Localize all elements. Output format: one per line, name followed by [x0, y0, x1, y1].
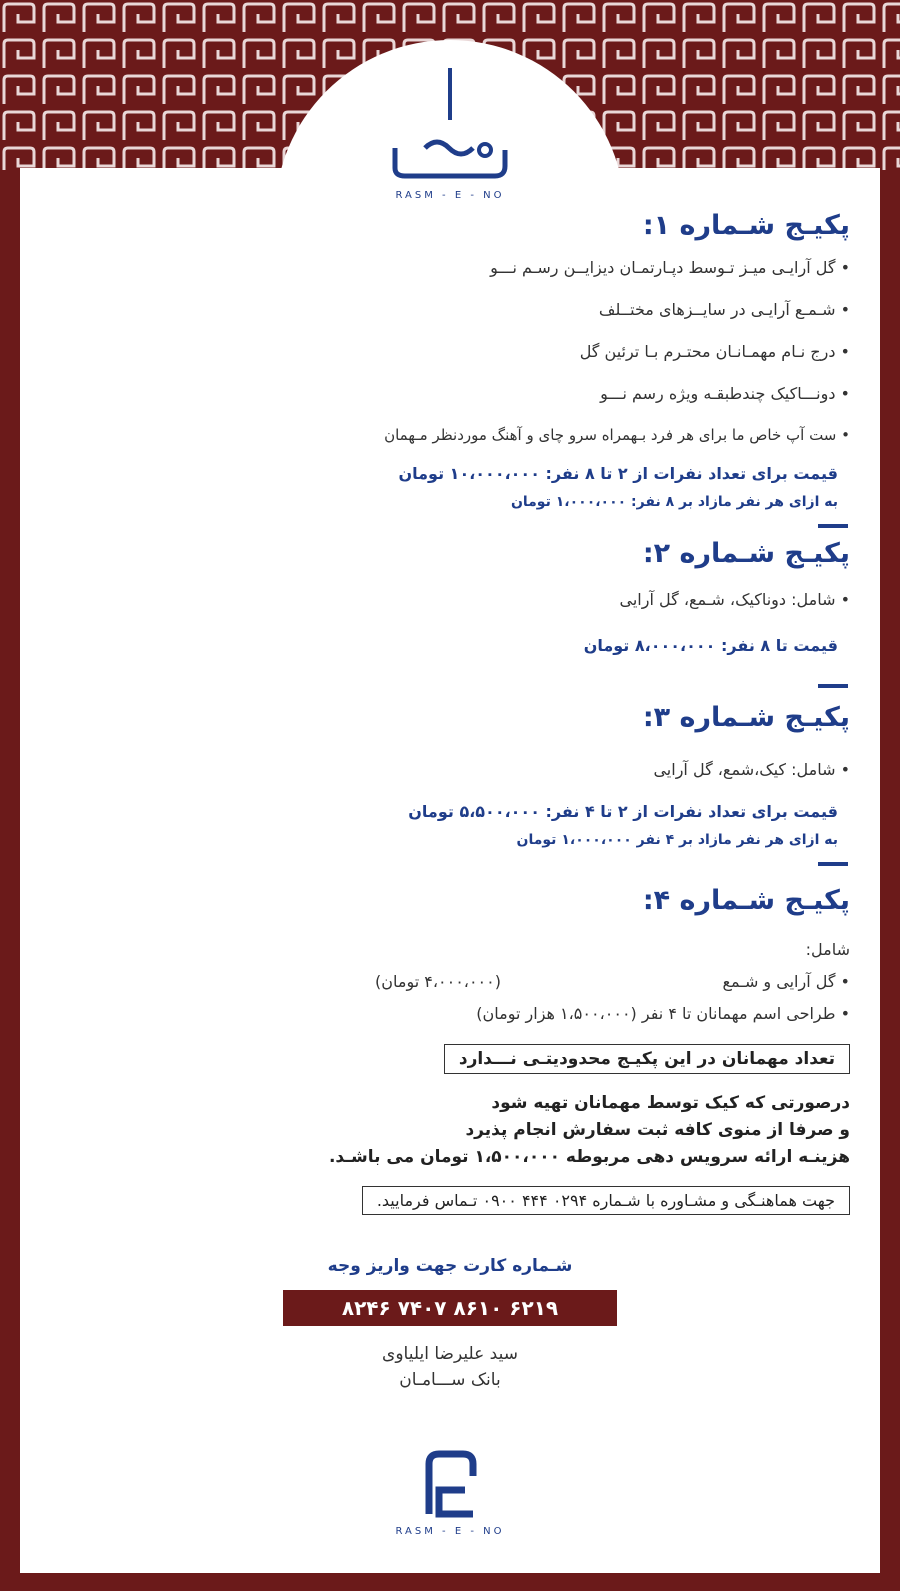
p2-price: قیمت تا ۸ نفر: ۸،۰۰۰،۰۰۰ تومان — [583, 636, 838, 655]
package-1-title: پکیـج شـماره ۱: — [642, 210, 850, 241]
p1-item-2: • شـمـع آرایـی در سایــزهای مختــلف — [598, 300, 850, 319]
p1-item-1: • گل آرایـی میـز تـوسط دپـارتمـان دیزایــن رسـم نـــو — [490, 258, 850, 277]
p3-extra-price: به ازای هر نفر مازاد بر ۴ نفر ۱،۰۰۰،۰۰۰ تومان — [516, 832, 838, 848]
p4-item-2: • طراحی اسم مهمانان تا ۴ نفر (۱،۵۰۰،۰۰۰ هزار تومان) — [476, 1004, 850, 1023]
brand-mark-logo — [423, 1448, 479, 1518]
p1-price: قیمت برای تعداد نفرات از ۲ تا ۸ نفر: ۱۰،۰۰۰،۰۰۰ تومان — [398, 464, 838, 483]
divider — [818, 684, 848, 688]
p2-item-1: • شامل: دوناکیک، شـمع، گل آرایی — [619, 590, 850, 609]
p3-price: قیمت برای تعداد نفرات از ۲ تا ۴ نفر: ۵،۵۰۰،۰۰۰ تومان — [408, 802, 838, 821]
p4-item-1-price: (۴،۰۰۰،۰۰۰ تومان) — [375, 972, 501, 991]
logo-subtitle: RASM - E - NO — [395, 190, 505, 201]
package-2-title: پکیـج شـماره ۲: — [642, 538, 850, 569]
p3-item-1: • شامل: کیک،شمع، گل آرایی — [653, 760, 850, 779]
card-number: ۶۲۱۹ ۸۶۱۰ ۷۴۰۷ ۸۲۴۶ — [283, 1290, 617, 1326]
note-line-2: و صرفا از منوی کافه ثبت سفارش انجام پذیرد — [465, 1120, 850, 1140]
p1-item-5: • ست آپ خاص ما برای هر فرد بـهمراه سرو چای و آهنگ موردنظر مـهمان — [384, 426, 850, 444]
divider — [818, 862, 848, 866]
p1-extra-price: به ازای هر نفر مازاد بر ۸ نفر: ۱،۰۰۰،۰۰۰ تومان — [510, 494, 838, 510]
p1-item-3: • درج نـام مهمـانـان محتـرم بـا ترئین گل — [579, 342, 850, 361]
note-line-1: درصورتی که کیک توسط مهمانان تهیه شود — [491, 1093, 850, 1113]
logo-line — [448, 68, 452, 120]
bottom-logo-subtitle: RASM - E - NO — [395, 1526, 505, 1537]
divider — [818, 524, 848, 528]
bank-name: بانک ســـامـان — [399, 1370, 501, 1390]
p4-intro: شامل: — [805, 940, 850, 959]
guest-limit-box: تعداد مهمانان در این پکیـج محدودیتـی نـــدارد — [444, 1044, 850, 1074]
package-4-title: پکیـج شـماره ۴: — [642, 885, 850, 916]
card-owner: سید علیرضا ایلیاوی — [382, 1344, 518, 1364]
p4-item-1: • گل آرایی و شـمع — [722, 972, 850, 991]
note-line-3: هزینـه ارائه سرویس دهی مربوطه ۱،۵۰۰،۰۰۰ تومان می باشـد. — [328, 1147, 850, 1167]
package-3-title: پکیـج شـماره ۳: — [642, 702, 850, 733]
contact-box: جهت هماهنـگی و مشـاوره با شـماره ۰۲۹۴ ۴۴۴ ۰۹۰۰ تـماس فرمایید. — [362, 1186, 850, 1215]
p1-item-4: • دونـــاکیک چندطبقـه ویژه رسم نـــو — [600, 384, 850, 403]
rasm-e-no-logo — [375, 128, 525, 186]
card-number-title: شـماره کارت جهت واریز وجه — [327, 1256, 573, 1276]
